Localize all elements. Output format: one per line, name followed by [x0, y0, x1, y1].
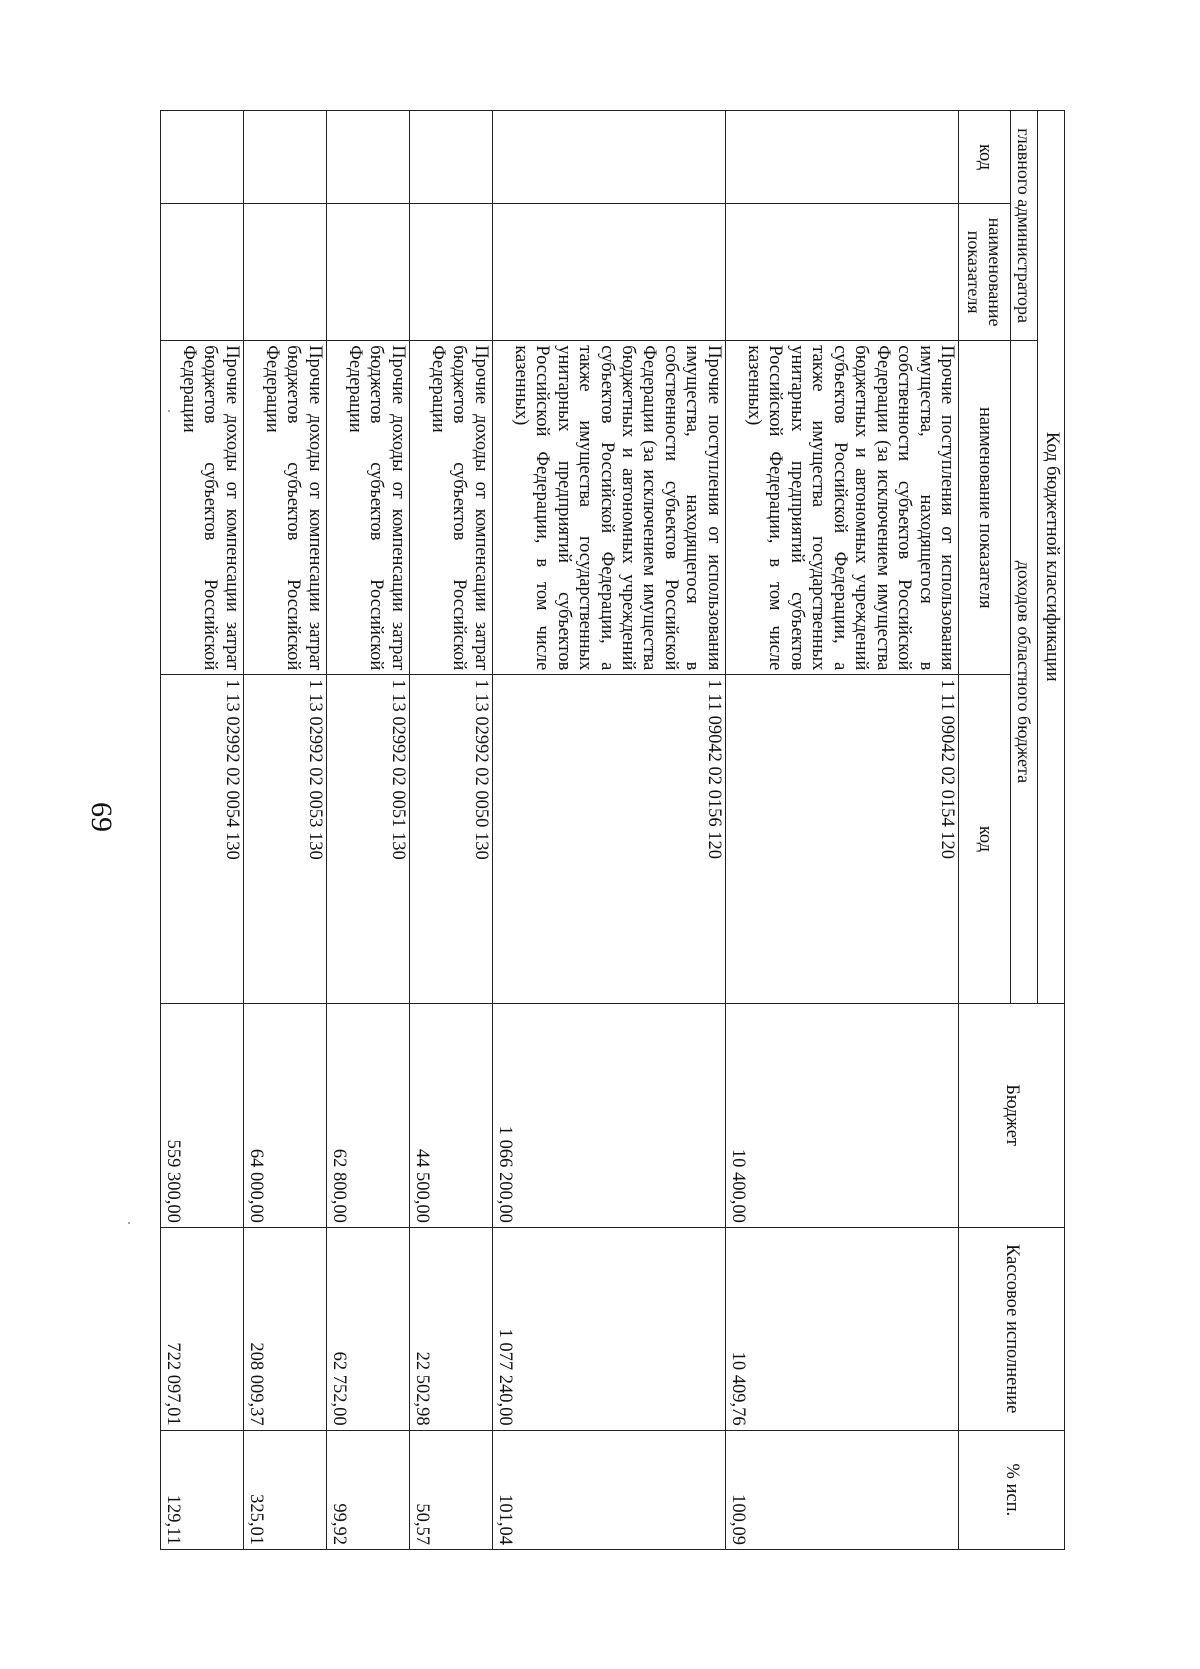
header-admin-code: код: [959, 111, 1011, 204]
table-row: [326, 111, 409, 1550]
budget-cell: 44 500,00: [409, 1003, 492, 1227]
income-name-cell: Прочие доходы от компенсации затрат бюджетов субъектов Российской Федерации: [243, 341, 326, 675]
budget-cell: 10 400,00: [725, 1003, 958, 1227]
header-income: доходов областного бюджета: [1011, 341, 1038, 1003]
cash-cell: 22 502,98: [409, 1227, 492, 1430]
admin-code-cell: [161, 111, 244, 204]
admin-name-cell: [492, 204, 725, 341]
table-row: [243, 111, 326, 1550]
percent-cell: 325,01: [243, 1430, 326, 1549]
cash-cell: 1 077 240,00: [492, 1227, 725, 1430]
admin-name-cell: [161, 204, 244, 341]
cash-cell: 62 752,00: [326, 1227, 409, 1430]
admin-name-cell: [243, 204, 326, 341]
income-code-cell: 1 11 09042 02 0156 120: [492, 675, 725, 1003]
percent-cell: 99,92: [326, 1430, 409, 1549]
header-main-admin: главного администратора: [1011, 111, 1038, 341]
header-income-name: наименование показателя: [959, 341, 1011, 675]
header-income-code: код: [959, 675, 1011, 1003]
budget-table-sheet: [160, 110, 1065, 1550]
admin-name-cell: [409, 204, 492, 341]
admin-code-cell: [243, 111, 326, 204]
scan-speck: [168, 410, 170, 412]
admin-name-cell: [326, 204, 409, 341]
income-code-cell: 1 13 02992 02 0050 130: [409, 675, 492, 1003]
cash-cell: 208 009,37: [243, 1227, 326, 1430]
income-code-cell: 1 13 02992 02 0051 130: [326, 675, 409, 1003]
income-name-cell: Прочие поступления от использования имущества, находящегося в собственности субъектов Российской Федерации (за исключением имущества бюджетных и автономных учреждений субъектов Российской Федерации, а также имущества государственных унитарных предприятий субъектов Российской Федерации, в том числе казенных): [492, 341, 725, 675]
admin-code-cell: [725, 111, 958, 204]
table-row: [725, 111, 958, 1550]
percent-cell: 50,57: [409, 1430, 492, 1549]
admin-name-cell: [725, 204, 958, 341]
admin-code-cell: [409, 111, 492, 204]
income-name-cell: Прочие поступления от использования имущества, находящегося в собственности субъектов Российской Федерации (за исключением имущества бюджетных и автономных учреждений субъектов Российской Федерации, а также имущества государственных унитарных предприятий субъектов Российской Федерации, в том числе казенных): [725, 341, 958, 675]
percent-cell: 129,11: [161, 1430, 244, 1549]
header-budget: Бюджет: [959, 1003, 1065, 1227]
cash-cell: 722 097,01: [161, 1227, 244, 1430]
header-cash: Кассовое исполнение: [959, 1227, 1065, 1430]
header-admin-name: наименование показателя: [959, 204, 1011, 341]
admin-code-cell: [492, 111, 725, 204]
income-name-cell: Прочие доходы от компенсации затрат бюджетов субъектов Российской Федерации: [161, 341, 244, 675]
income-name-cell: Прочие доходы от компенсации затрат бюджетов субъектов Российской Федерации: [326, 341, 409, 675]
header-percent: % исп.: [959, 1430, 1065, 1549]
budget-cell: 64 000,00: [243, 1003, 326, 1227]
page-number: 69: [85, 802, 118, 832]
income-name-cell: Прочие доходы от компенсации затрат бюджетов субъектов Российской Федерации: [409, 341, 492, 675]
budget-cell: 1 066 200,00: [492, 1003, 725, 1227]
percent-cell: 101,04: [492, 1430, 725, 1549]
budget-cell: 559 300,00: [161, 1003, 244, 1227]
percent-cell: 100,09: [725, 1430, 958, 1549]
header-classification: Код бюджетной классификации: [1038, 111, 1065, 1004]
table-row: [161, 111, 244, 1550]
table-row: [492, 111, 725, 1550]
income-code-cell: 1 13 02992 02 0053 130: [243, 675, 326, 1003]
scan-speck: [128, 1222, 130, 1224]
income-code-cell: 1 11 09042 02 0154 120: [725, 675, 958, 1003]
income-code-cell: 1 13 02992 02 0054 130: [161, 675, 244, 1003]
cash-cell: 10 409,76: [725, 1227, 958, 1430]
admin-code-cell: [326, 111, 409, 204]
budget-table: [160, 110, 1065, 1550]
table-row: [409, 111, 492, 1550]
budget-cell: 62 800,00: [326, 1003, 409, 1227]
